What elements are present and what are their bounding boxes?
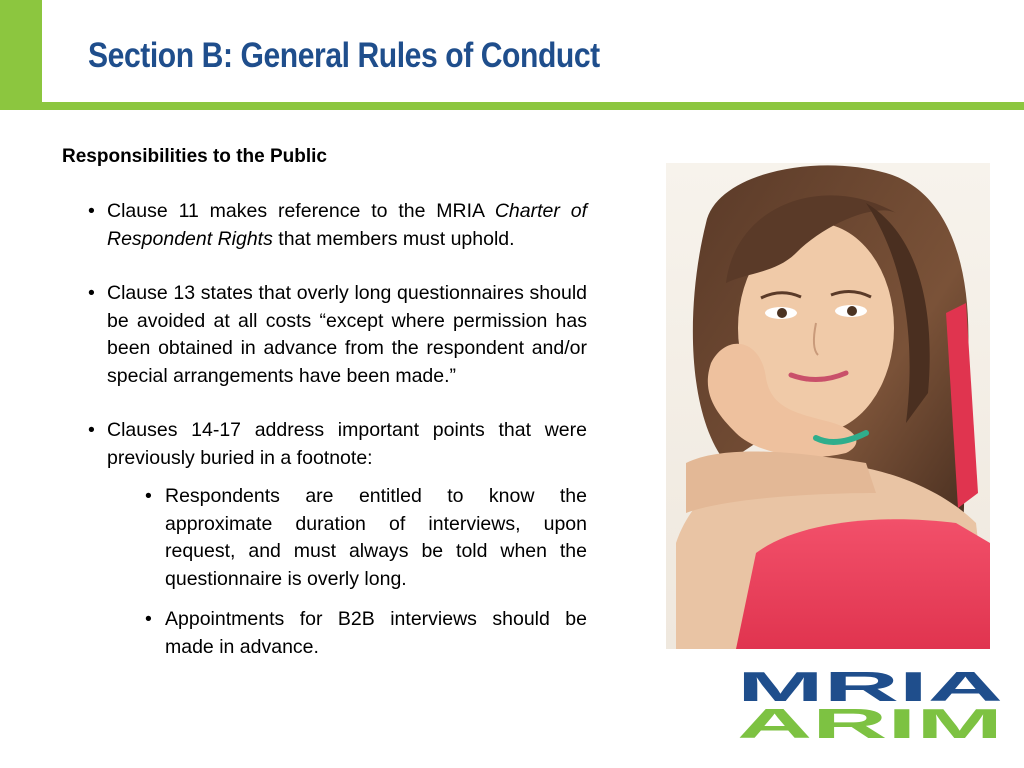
bullet-item-clause-11 (62, 198, 587, 253)
woman-illustration (666, 163, 990, 649)
logo-line-arim: ARIM (737, 700, 1003, 740)
page-title: Section B: General Rules of Conduct (88, 36, 600, 75)
bullet-item-clauses-14-17 (62, 417, 587, 661)
main-content (62, 143, 587, 688)
header-divider (42, 102, 1024, 110)
bullet-text: that members must uphold. (272, 227, 515, 250)
section-subheading: Responsibilities to the Public (62, 146, 327, 167)
bullet-text: Clauses 14-17 address important points that were previously buried in a footnote: (107, 419, 587, 469)
charter-title: Charter of Respondent Rights (107, 200, 587, 250)
sub-bullet-item: • Appointments for B2B interviews should be made in advance. (107, 606, 587, 661)
logo-line-mria: MRIA (737, 668, 1003, 710)
sub-bullet-item: • Respondents are entitled to know the approximate duration of interviews, upon request, and must always be told when the questionnaire is overly long. (107, 483, 587, 593)
bullet-text: Clause 11 makes reference to the MRIA (107, 200, 495, 222)
mria-arim-logo (736, 668, 1004, 740)
bullet-list (62, 198, 587, 661)
logo-mark (736, 668, 1004, 740)
left-accent-bar (0, 0, 42, 110)
bullet-text: Clause 13 states that overly long questionnaires should be avoided at all costs “except where permission has been obtained in advance from the respondent and/or special arrangements have been made.” (107, 282, 587, 387)
woman-photo (666, 163, 990, 649)
sub-bullet-list (62, 483, 587, 661)
bullet-item-clause-13 (62, 280, 587, 390)
